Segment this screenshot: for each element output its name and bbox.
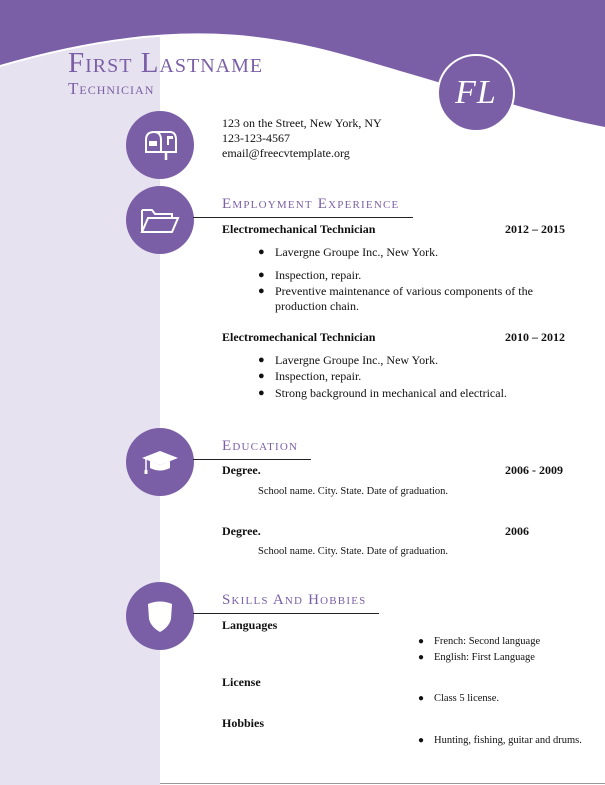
list-item: ● Preventive maintenance of various components of the production chain. (258, 284, 533, 313)
employment-rule (193, 217, 413, 218)
job-dates: 2012 – 2015 (505, 222, 565, 236)
shield-icon (145, 599, 175, 633)
skill-group-title: Languages (222, 618, 278, 632)
list-item: ● Lavergne Groupe Inc., New York. (258, 353, 439, 367)
graduation-cap-icon (140, 446, 180, 478)
skills-icon-circle (126, 582, 194, 650)
list-item: ● Hunting, fishing, guitar and drums. (418, 735, 582, 746)
bottom-divider (160, 783, 605, 784)
school-info: School name. City. State. Date of graduation. (258, 546, 449, 557)
list-item: ● Strong background in mechanical and electrical. (258, 386, 507, 400)
job-dates: 2010 – 2012 (505, 330, 565, 344)
initials-badge (437, 54, 515, 132)
degree-title: Degree. (222, 524, 261, 538)
job-title: Electromechanical Technician (222, 330, 376, 344)
initials-text: FL (455, 74, 497, 111)
skill-group-title: Hobbies (222, 716, 265, 730)
job-title: Electromechanical Technician (222, 222, 376, 236)
degree-dates: 2006 (505, 524, 529, 538)
list-item: ● Class 5 license. (418, 693, 500, 704)
employment-heading: Employment Experience (222, 196, 400, 212)
education-icon-circle (126, 428, 194, 496)
skills-heading: Skills And Hobbies (222, 592, 367, 608)
list-item: ● Inspection, repair. (258, 268, 362, 282)
contact-block (222, 116, 382, 161)
employment-icon-circle (126, 186, 194, 254)
school-info: School name. City. State. Date of graduation. (258, 486, 449, 497)
list-item: ● Lavergne Groupe Inc., New York. (258, 245, 439, 259)
list-item: ● English: First Language (418, 652, 535, 663)
degree-title: Degree. (222, 463, 261, 477)
mailbox-icon (140, 128, 180, 162)
job-role: Technician (68, 79, 155, 98)
skills-rule (193, 613, 379, 614)
list-item: ● French: Second language (418, 636, 541, 647)
folder-icon (139, 204, 181, 236)
degree-dates: 2006 - 2009 (505, 463, 563, 477)
education-heading: Education (222, 438, 299, 454)
list-item: ● Inspection, repair. (258, 369, 362, 383)
skill-group-title: License (222, 675, 261, 689)
education-rule (193, 459, 311, 460)
phone: 123-123-4567 (222, 131, 290, 145)
email: email@freecvtemplate.org (222, 146, 350, 160)
contact-icon-circle (126, 111, 194, 179)
full-name: First Lastname (68, 47, 264, 79)
address: 123 on the Street, New York, NY (222, 116, 382, 130)
